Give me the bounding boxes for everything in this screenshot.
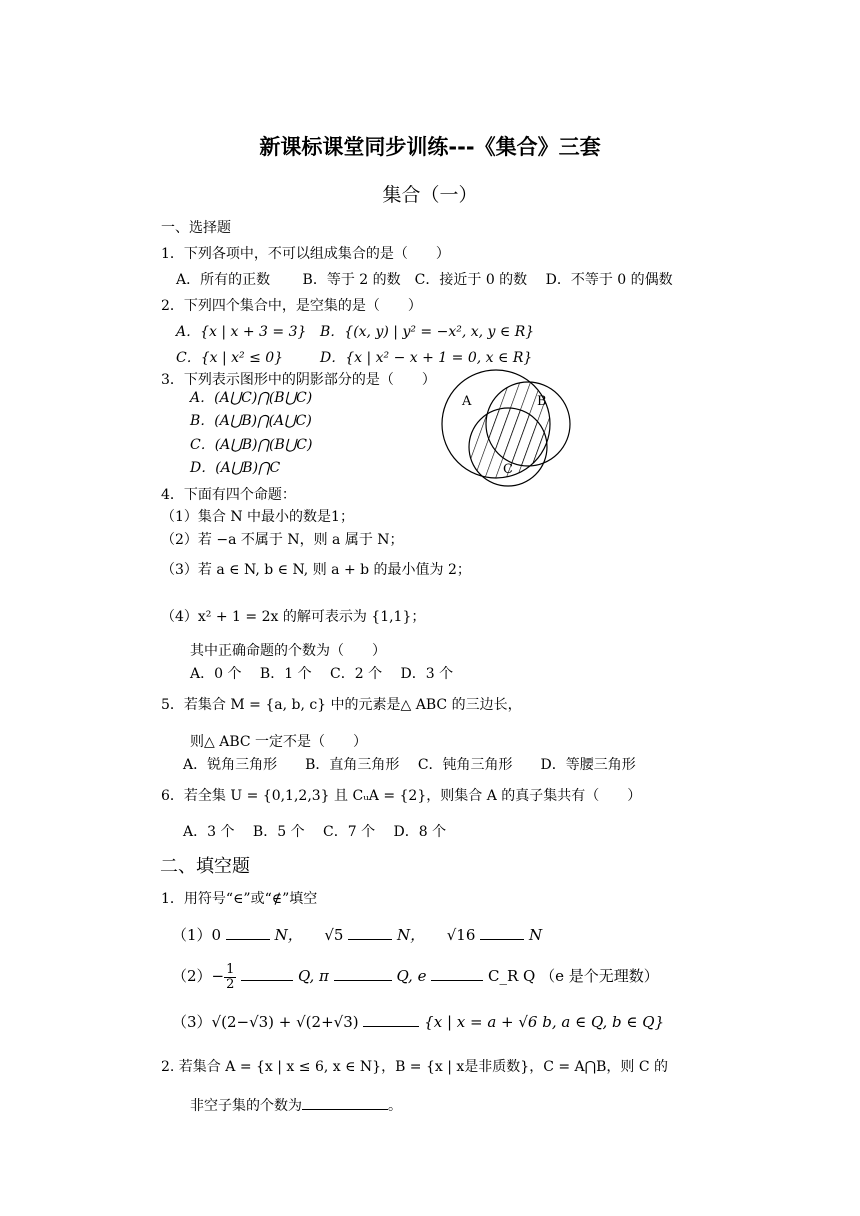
q5-options: A．锐角三角形 B．直角三角形 C．钝角三角形 D．等腰三角形	[183, 757, 636, 773]
document-title: 新课标课堂同步训练---《集合》三套	[259, 135, 601, 159]
f2-stem-2: 非空子集的个数为	[190, 1098, 302, 1114]
f2-stem: 2. 若集合 A = {x | x ≤ 6, x ∈ N}，B = {x | x是非质数}，C = A⋂B，则 C 的	[161, 1059, 669, 1075]
f1-l2-blank-2[interactable]	[334, 966, 392, 981]
f1-l1-set-1: N，	[274, 926, 303, 944]
q4-stem: 4．下面有四个命题：	[161, 487, 296, 503]
q3-option-a: A．(A⋃C)⋂(B⋃C)	[190, 390, 313, 406]
f1-l3-blank[interactable]	[363, 1012, 419, 1027]
q4-proposition-4: （4）x² + 1 = 2x 的解可表示为 {1,1}；	[161, 609, 426, 625]
f1-l2-q-pi: Q, π	[297, 967, 329, 985]
q2-option-b: B．{(x, y) | y² = −x², x, y ∈ R}	[320, 324, 535, 340]
venn-label-c: C	[503, 462, 513, 477]
q4-options: A．0 个 B．1 个 C．2 个 D．3 个	[190, 666, 454, 682]
f1-line-2	[172, 958, 659, 994]
q4-proposition-3: （3）若 a ∈ N, b ∈ N, 则 a + b 的最小值为 2；	[161, 562, 471, 578]
f1-l2-prefix: （2）−	[172, 967, 225, 985]
venn-diagram	[430, 365, 580, 495]
venn-shaded-region	[442, 370, 550, 486]
q4-ask: 其中正确命题的个数为（ ）	[190, 643, 386, 659]
venn-label-a: A	[462, 394, 472, 409]
f1-l2-blank-3[interactable]	[431, 966, 483, 981]
f1-l3-expression: （3）√(2−√3) + √(2+√3)	[172, 1013, 359, 1031]
f1-l1-set-3: N	[528, 926, 543, 944]
f1-l1-blank-1[interactable]	[226, 925, 270, 940]
document-subtitle: 集合（一）	[382, 184, 478, 206]
f1-stem: 1．用符号“∈”或“∉”填空	[161, 891, 318, 907]
q2-option-d: D．{x | x² − x + 1 = 0, x ∈ R}	[320, 350, 533, 366]
f1-l2-blank-1[interactable]	[241, 966, 293, 981]
q6-options: A．3 个 B．5 个 C．7 个 D．8 个	[183, 824, 447, 840]
q2-option-c: C．{x | x² ≤ 0}	[176, 350, 284, 366]
f1-l1-blank-2[interactable]	[348, 925, 392, 940]
f2-blank[interactable]	[302, 1095, 388, 1110]
q3-option-c: C．(A⋃B)⋂(B⋃C)	[190, 437, 313, 453]
q2-stem: 2．下列四个集合中，是空集的是（ ）	[161, 298, 422, 314]
f1-line-1	[172, 925, 542, 944]
q4-proposition-2: （2）若 −a 不属于 N，则 a 属于 N；	[161, 532, 404, 548]
f1-l1-blank-3[interactable]	[480, 925, 524, 940]
f2-end: 。	[388, 1098, 402, 1114]
f1-l1-sqrt5: √5	[324, 926, 344, 944]
q1-options: A．所有的正数 B．等于 2 的数 C．接近于 0 的数 D．不等于 0 的偶数	[176, 272, 673, 288]
f1-l1-set-2: N，	[397, 926, 426, 944]
f1-l1-prefix: （1）0	[172, 926, 222, 944]
f1-l1-sqrt16: √16	[446, 926, 476, 944]
q3-option-b: B．(A⋃B)⋂(A⋃C)	[190, 413, 312, 429]
section-choice-heading: 一、选择题	[161, 220, 231, 236]
q2-option-a: A．{x | x + 3 = 3}	[176, 324, 307, 340]
f1-l3-set: {x | x = a + √6 b, a ∈ Q, b ∈ Q}	[424, 1013, 665, 1031]
venn-label-b: B	[537, 394, 547, 409]
section-fill-heading: 二、填空题	[160, 856, 250, 877]
q4-proposition-1: （1）集合 N 中最小的数是1；	[161, 509, 354, 525]
f1-l2-crq: C_R Q （e 是个无理数）	[488, 967, 659, 985]
f1-line-3	[172, 1012, 664, 1031]
f1-l2-fraction: $\frac{1}{2}$	[226, 961, 235, 992]
q3-option-d: D．(A⋃B)⋂C	[190, 460, 281, 476]
f2-line-2	[190, 1095, 402, 1115]
q5-stem-2: 则△ ABC 一定不是（ ）	[190, 734, 368, 750]
q6-stem: 6．若全集 U = {0,1,2,3} 且 CᵤA = {2}，则集合 A 的真子集共有（ ）	[161, 788, 642, 804]
q5-stem: 5．若集合 M = {a, b, c} 中的元素是△ ABC 的三边长，	[161, 697, 522, 713]
q1-stem: 1．下列各项中，不可以组成集合的是（ ）	[161, 246, 450, 262]
f1-l2-q-e: Q, e	[396, 967, 427, 985]
q3-stem: 3．下列表示图形中的阴影部分的是（ ）	[161, 372, 436, 388]
